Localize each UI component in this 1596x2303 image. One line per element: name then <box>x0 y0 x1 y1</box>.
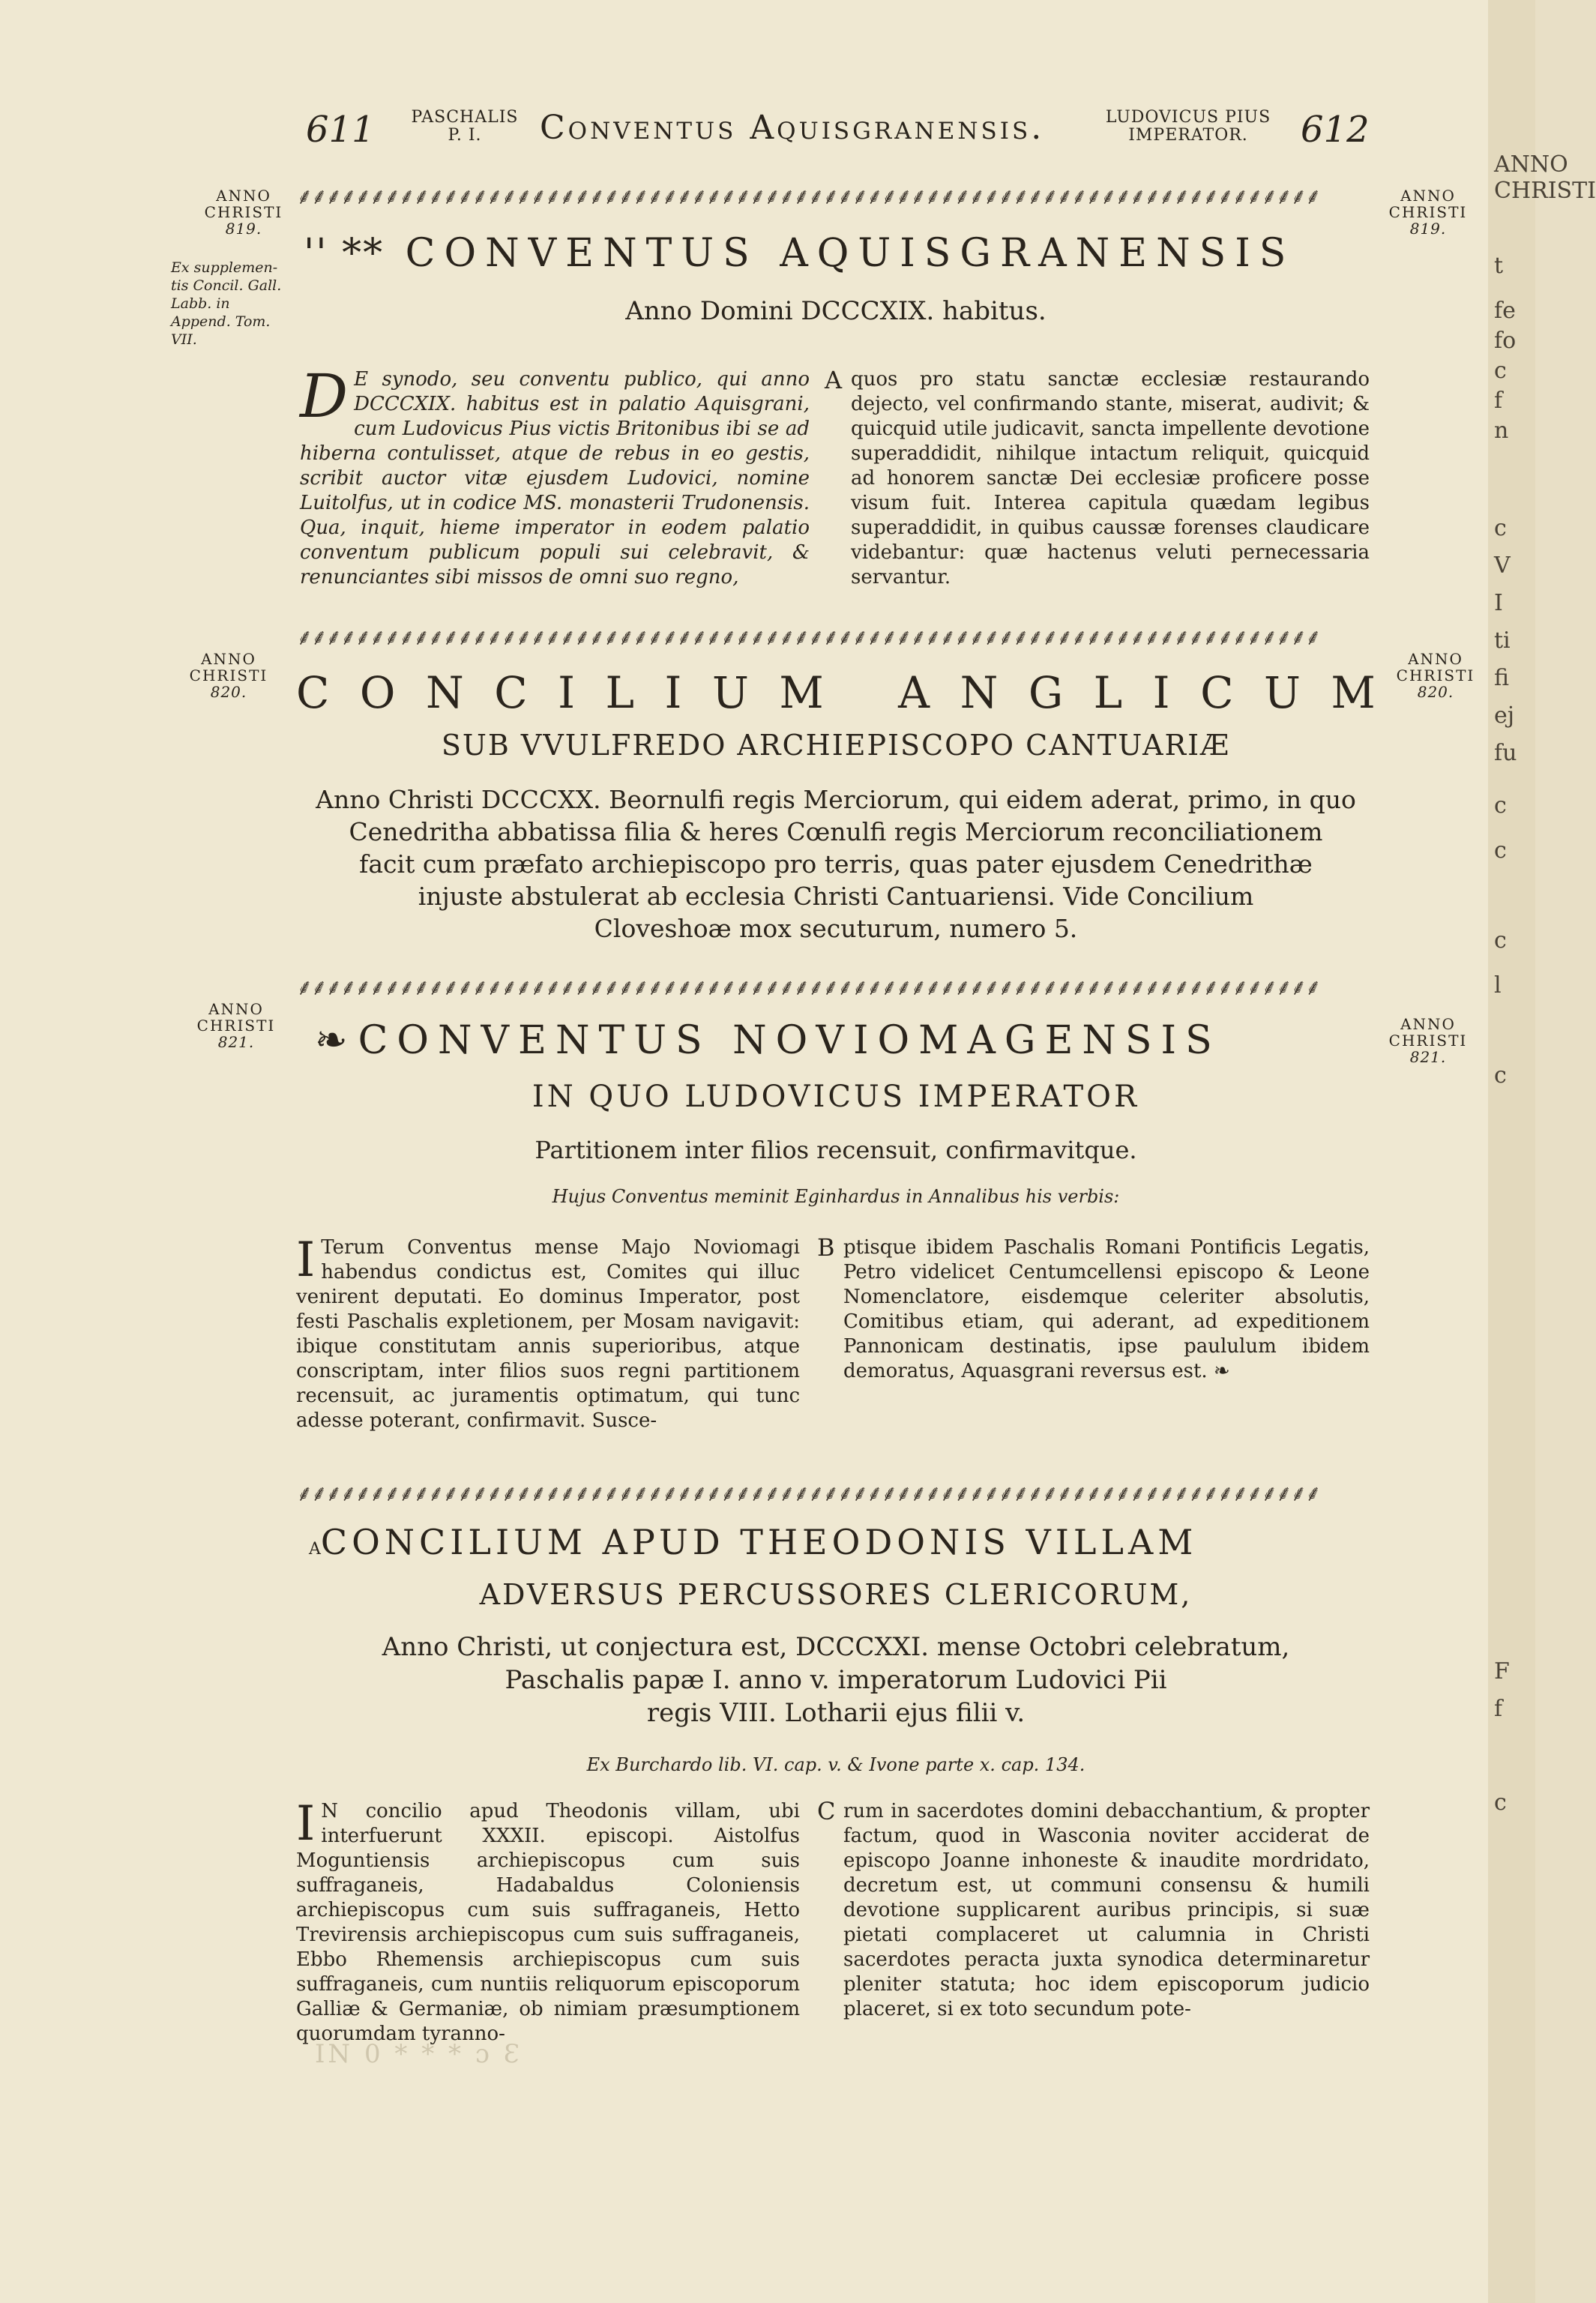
margin-source-note: Ex supplemen-tis Concil. Gall. Labb. in Append. Tom. VII. <box>171 259 282 348</box>
fleuron-icon: ❧ <box>315 1018 348 1063</box>
fleuron-end-icon: ❧ <box>1213 1360 1230 1382</box>
ornament-rule: ⸙⸙⸙⸙⸙⸙⸙⸙⸙⸙⸙⸙⸙⸙⸙⸙⸙⸙⸙⸙⸙⸙⸙⸙⸙⸙⸙⸙⸙⸙⸙⸙⸙⸙⸙⸙⸙⸙⸙⸙⸙⸙⸙⸙⸙⸙⸙⸙⸙⸙⸙⸙⸙⸙⸙⸙⸙⸙⸙⸙⸙⸙⸙⸙⸙⸙⸙⸙⸙⸙ <box>296 975 1319 1001</box>
margin-year-right: ANNO CHRISTI 819. <box>1388 187 1468 238</box>
left-running-note: PASCHALIS P. I. <box>411 108 519 145</box>
running-head <box>0 109 1488 161</box>
column-marker: B <box>817 1233 835 1262</box>
next-page-edge: ANNO CHRISTI t fe fo c f n c V I ti fi ej fu c c c l c F f c <box>1488 0 1535 2303</box>
column-right: ptisque ibidem Paschalis Romani Pontificis Legatis, Petro videlicet Centumcellensi episcopo & Leone Nomenclatore, eisdemque celeriter absolutis, Comitibus etiam, qui aderant, ad expeditionem Pannonicam destinatis, ipse paululum ibidem demoratus, Aquasgrani reversus est. ❧ <box>843 1236 1370 1382</box>
margin-year-left: ANNO CHRISTI 821. <box>196 1000 276 1051</box>
left-page-number: 611 <box>306 109 375 151</box>
section-title: C O N C I L I U M A N G L I C U M <box>296 667 1376 718</box>
running-title: Conventus Aquisgranensis. <box>540 109 1045 147</box>
section-title: aCONCILIUM APUD THEODONIS VILLAM <box>309 1522 1198 1562</box>
column-left: I N concilio apud Theodonis villam, ubi interfuerunt XXXII. episcopi. Aistolfus Moguntiensis archiepiscopus cum suis suffraganeis, Hadabaldus Coloniensis archiepiscopus cum suis suffraganeis, Hetto Trevirensis archiepiscopus cum suis suffraganeis, Ebbo Rhemensis archiepiscopus cum suis suffraganeis, cum nuntiis reliquorum episcoporum Galliæ & Germaniæ, ob nimiam præsumptionem quorumdam tyranno- <box>296 1796 800 2045</box>
section-subtitle: SUB VVULFREDO ARCHIEPISCOPO CANTUARIÆ <box>441 729 1231 762</box>
column-left: I Terum Conventus mense Majo Noviomagi habendus condictus est, Comites qui illuc venirent deputati. Eo dominus Imperator, post festi Paschalis expletionem, per Mosam navigavit: ibique constitutam annis superioribus, atque conscriptam, inter filios suos regni partitionem recensuit, ac juramentis optimatum, qui tunc adesse poterant, confirmavit. Susce- <box>296 1232 800 1432</box>
section-intro: Ex Burchardo lib. VI. cap. v. & Ivone parte x. cap. 134. <box>586 1754 1085 1775</box>
drop-cap: D <box>300 361 349 431</box>
margin-year-left: ANNO CHRISTI 820. <box>189 650 268 701</box>
column-left: D E synodo, seu conventu publico, qui anno DCCCXIX. habitus est in palatio Aquisgrani, cum Ludovicus Pius victis Britonibus ibi se ad hiberna contulisset, atque de rebus in eo gestis, scribit auctor vitæ ejusdem Ludovici, nomine Luitolfus, ut in codice MS. monasterii Trudonensis. Qua, inquit, hieme imperator in eodem palatio conventum publicum populi sui celebravit, & renunciantes sibi missos de omni suo regno, <box>300 361 810 588</box>
ornament-rule: ⸙⸙⸙⸙⸙⸙⸙⸙⸙⸙⸙⸙⸙⸙⸙⸙⸙⸙⸙⸙⸙⸙⸙⸙⸙⸙⸙⸙⸙⸙⸙⸙⸙⸙⸙⸙⸙⸙⸙⸙⸙⸙⸙⸙⸙⸙⸙⸙⸙⸙⸙⸙⸙⸙⸙⸙⸙⸙⸙⸙⸙⸙⸙⸙⸙⸙⸙⸙⸙⸙ <box>296 624 1319 651</box>
section-intro: Hujus Conventus meminit Eginhardus in Annalibus his verbis: <box>552 1186 1120 1207</box>
column-marker: A <box>825 366 843 394</box>
section-subtitle: IN QUO LUDOVICUS IMPERATOR <box>532 1080 1140 1114</box>
margin-year-right: ANNO CHRISTI 820. <box>1396 650 1475 701</box>
drop-cap: I <box>296 1232 316 1288</box>
section-subtitle-2: Partitionem inter filios recensuit, confirmavitque. <box>534 1136 1137 1164</box>
section-subtitle: Anno Domini DCCCXIX. habitus. <box>625 296 1047 326</box>
column-right: quos pro statu sanctæ ecclesiæ restaurando dejecto, vel confirmando stante, miserat, audivit; & quicquid utile judicavit, sancta impellente devotione superaddidit, nihilque intactum reliquit, quicquid ad honorem sanctæ Dei ecclesiæ proficere posse visum fuit. Interea capitula quædam legibus superaddidit, in quibus caussæ forenses claudicare videbantur: quæ hactenus veluti pernecessaria servantur. <box>851 368 1370 588</box>
drop-cap: I <box>296 1796 316 1852</box>
section-title: '' ** CONVENTUS AQUISGRANENSIS <box>304 231 1295 276</box>
section-subtitle: ADVERSUS PERCUSSORES CLERICORUM, <box>479 1578 1193 1611</box>
ornament-rule: ⸙⸙⸙⸙⸙⸙⸙⸙⸙⸙⸙⸙⸙⸙⸙⸙⸙⸙⸙⸙⸙⸙⸙⸙⸙⸙⸙⸙⸙⸙⸙⸙⸙⸙⸙⸙⸙⸙⸙⸙⸙⸙⸙⸙⸙⸙⸙⸙⸙⸙⸙⸙⸙⸙⸙⸙⸙⸙⸙⸙⸙⸙⸙⸙⸙⸙⸙⸙⸙⸙ <box>296 1481 1319 1507</box>
bleed-through-text: IN 0 * * * ɔ Ɛ <box>315 2039 523 2069</box>
right-running-note: LUDOVICUS PIUS IMPERATOR. <box>1105 108 1271 145</box>
ornament-rule: ⸙⸙⸙⸙⸙⸙⸙⸙⸙⸙⸙⸙⸙⸙⸙⸙⸙⸙⸙⸙⸙⸙⸙⸙⸙⸙⸙⸙⸙⸙⸙⸙⸙⸙⸙⸙⸙⸙⸙⸙⸙⸙⸙⸙⸙⸙⸙⸙⸙⸙⸙⸙⸙⸙⸙⸙⸙⸙⸙⸙⸙⸙⸙⸙⸙⸙⸙⸙⸙⸙ <box>296 184 1319 210</box>
margin-year-right: ANNO CHRISTI 821. <box>1388 1015 1468 1066</box>
section-description: Anno Christi, ut conjectura est, DCCCXXI. mense Octobri celebratum, Paschalis papæ I. anno v. imperatorum Ludovici Pii regis VIII. Lotharii ejus filii v. <box>382 1632 1290 1728</box>
section-description: Anno Christi DCCCXX. Beornulfi regis Merciorum, qui eidem aderat, primo, in quo Cenedritha abbatissa filia & heres Cœnulfi regis Merciorum reconciliationem facit cum præfato archiepiscopo pro terris, quas pater ejusdem Cenedrithæ injuste abstulerat ab ecclesia Christi Cantuariensi. Vide Concilium Cloveshoæ mox secuturum, numero 5. <box>316 785 1356 943</box>
margin-year-left: ANNO CHRISTI 819. <box>204 187 283 238</box>
right-page-number: 612 <box>1301 109 1370 151</box>
column-right: rum in sacerdotes domini debacchantium, & propter factum, quod in Wasconia noviter acciderat de episcopo Joanne inhoneste & inaudite mordridato, decretum est, ut communi consensu & humili devotione supplicarent auribus principis, si suæ pietati complaceret ut calumnia in Christi sacerdotes peracta juxta synodica determinaretur pleniter statuta; hoc idem episcoporum judicio placeret, si ex toto secundum pote- <box>843 1800 1370 2020</box>
section-title: ❧ CONVENTUS NOVIOMAGENSIS <box>315 1018 1221 1063</box>
column-marker: C <box>817 1797 836 1825</box>
